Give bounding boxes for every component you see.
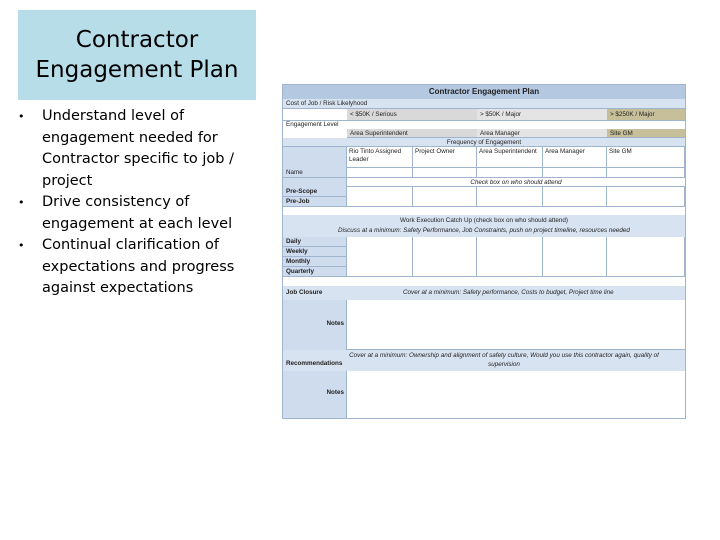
column-header-superintendent: Area Superintendent (477, 147, 543, 168)
column-header-leader: Rio Tinto Assigned Leader (347, 147, 413, 168)
cost-label: Cost of Job / Risk Likelyhood (283, 99, 685, 109)
checkbox-cell[interactable] (543, 187, 607, 207)
recommendations-notes-label: Notes (326, 389, 344, 396)
name-cell[interactable] (347, 168, 413, 178)
column-header-owner: Project Owner (413, 147, 477, 168)
cost-level-mid: > $50K / Major (477, 109, 607, 121)
engagement-role-2: Area Manager (477, 129, 607, 138)
engagement-role-1: Area Superintendent (347, 129, 477, 138)
check-note: Check box on who should attend (347, 178, 685, 187)
bullet-item: • Continual clarification of expectations and progress against expectations (18, 237, 235, 296)
catchup-note: Discuss at a minimum: Safety Performance, Job Constraints, push on project timeline, resources needed (338, 227, 630, 234)
slide-title-line-2: Engagement Plan (35, 57, 239, 83)
pre-job-label: Pre-Job (283, 197, 347, 207)
checkbox-cell[interactable] (607, 187, 685, 207)
name-cell[interactable] (477, 168, 543, 178)
frequency-label: Frequency of Engagement (283, 138, 685, 147)
recommendations-label: Recommendations (286, 360, 343, 367)
bullet-dot-icon: • (18, 196, 25, 209)
name-cell[interactable] (413, 168, 477, 178)
cost-level-high: > $250K / Major (607, 109, 685, 121)
column-header-site-gm: Site GM (607, 147, 685, 168)
bullet-item: • Drive consistency of engagement at each level (18, 194, 233, 232)
job-closure-notes-label-cell (283, 300, 347, 350)
bullet-list (18, 106, 268, 300)
column-header-manager: Area Manager (543, 147, 607, 168)
checkbox-cell[interactable] (477, 187, 543, 207)
recommendations-notes-label-cell (283, 371, 347, 418)
bullet-item: • Understand level of engagement needed for Contractor specific to job / project (18, 108, 234, 189)
checkbox-cell[interactable] (347, 237, 413, 277)
recommendations-notes-field[interactable] (347, 371, 685, 418)
job-closure-note: Cover at a minimum: Safety performance, Costs to budget, Project time line (403, 289, 614, 296)
job-closure-label: Job Closure (286, 289, 323, 296)
checkbox-cell[interactable] (607, 237, 685, 277)
contractor-engagement-plan-table (282, 84, 686, 419)
engagement-role-3: Site GM (607, 129, 685, 138)
bullet-dot-icon: • (18, 239, 25, 252)
recommendations-note: Cover at a minimum: Ownership and alignment of safety culture, Would you use this contractor again, quality of supervision (349, 352, 659, 368)
slide-title (18, 10, 256, 100)
cost-spacer (283, 109, 347, 121)
job-closure-notes-field[interactable] (347, 300, 685, 350)
catchup-title: Work Execution Catch Up (check box on who should attend) (400, 217, 568, 224)
checkbox-cell[interactable] (413, 187, 477, 207)
cost-level-low: < $50K / Serious (347, 109, 477, 121)
plan-title: Contractor Engagement Plan (283, 85, 685, 99)
check-note-spacer (283, 178, 347, 187)
pre-scope-label: Pre-Scope (283, 187, 347, 197)
catchup-daily-label: Daily (283, 237, 347, 247)
bullet-dot-icon: • (18, 110, 25, 123)
name-cell[interactable] (543, 168, 607, 178)
catchup-monthly-label: Monthly (283, 257, 347, 267)
checkbox-cell[interactable] (543, 237, 607, 277)
slide-title-line-1: Contractor (75, 27, 199, 53)
name-cell[interactable] (607, 168, 685, 178)
checkbox-cell[interactable] (477, 237, 543, 277)
name-label: Name (283, 168, 347, 178)
checkbox-cell[interactable] (413, 237, 477, 277)
checkbox-cell[interactable] (347, 187, 413, 207)
catchup-quarterly-label: Quarterly (283, 267, 347, 277)
engagement-label: Engagement Level (286, 121, 339, 128)
catchup-weekly-label: Weekly (283, 247, 347, 257)
job-closure-notes-label: Notes (326, 320, 344, 327)
column-header-spacer (283, 147, 347, 168)
